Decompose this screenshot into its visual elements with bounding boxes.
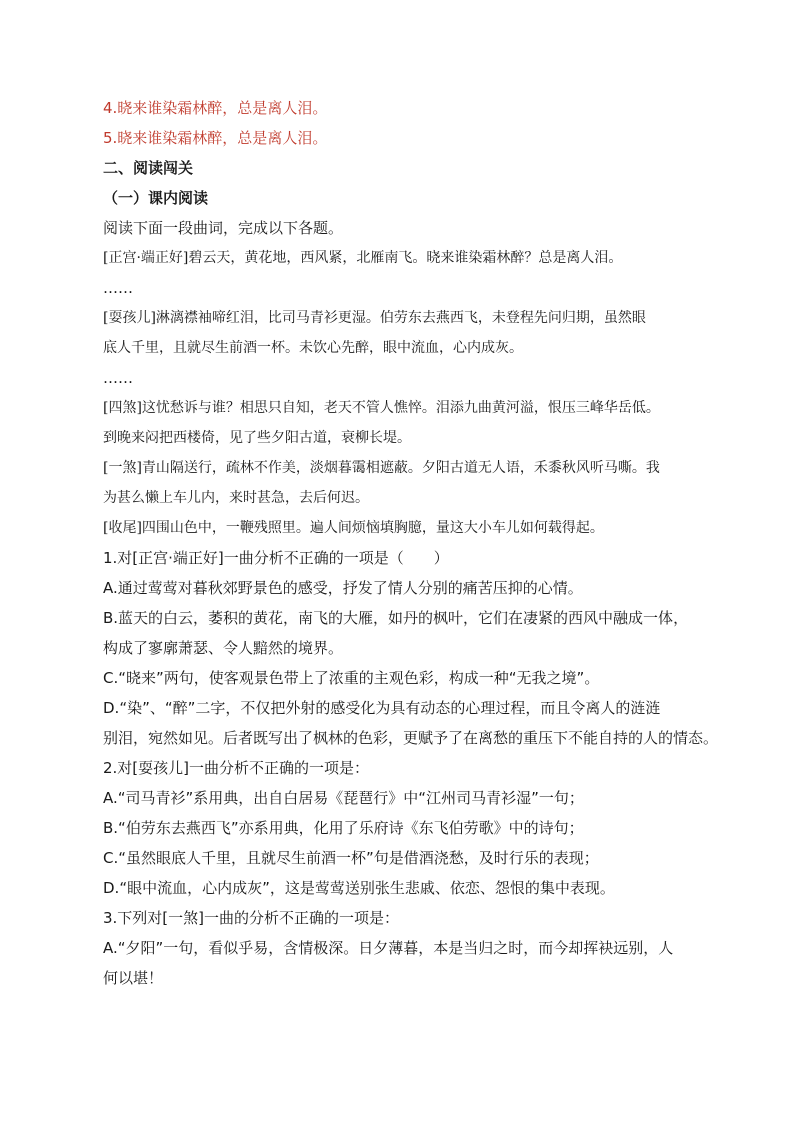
lyric-sisha-1: [四煞]这忧愁诉与谁？相思只自知，老天不管人憔悴。泪添九曲黄河溢，恨压三峰华岳低。 [103,400,660,416]
lyric-yisha-1: [一煞]青山隔送行，疏林不作美，淡烟暮霭相遮蔽。夕阳古道无人语，禾黍秋风听马嘶。我 [103,460,660,476]
lyric-sisha-2: 到晚来闷把西楼倚，见了些夕阳古道，衰柳长堤。 [103,430,411,446]
question-2: 2.对[耍孩儿]一曲分析不正确的一项是： [103,759,370,777]
document-page [103,93,719,993]
option-3a-2: 何以堪！ [103,969,164,987]
option-1a: A.通过莺莺对暮秋郊野景色的感受，抒发了情人分别的痛苦压抑的心情。 [103,579,583,597]
option-3a-1: A.“夕阳”一句，看似乎易，含情极深。日夕薄暮，本是当归之时，而今却挥袂远别，人 [103,939,674,957]
option-2b: B.“伯劳东去燕西飞”亦系用典，化用了乐府诗《东飞伯劳歌》中的诗句； [103,819,584,837]
lyric-shouwei: [收尾]四围山色中，一鞭残照里。遍人间烦恼填胸臆，量这大小车儿如何载得起。 [103,520,604,536]
lyric-zhenggong: [正宫·端正好]碧云天，黄花地，西风紧，北雁南飞。晓来谁染霜林醉？总是离人泪。 [103,250,623,266]
option-1d-2: 别泪，宛然如见。后者既写出了枫林的色彩，更赋予了在离愁的重压下不能自持的人的情态。 [103,729,719,747]
section-heading: 二、阅读闯关 [103,159,194,177]
question-3: 3.下列对[一煞]一曲的分析不正确的一项是： [103,909,400,927]
lyric-yisha-2: 为甚么懒上车儿内，来时甚急，去后何迟。 [103,490,369,506]
option-1d-1: D.“染”、“醉”二字，不仅把外射的感受化为具有动态的心理过程，而且令离人的涟涟 [103,699,661,717]
answer-line-4: 4.晓来谁染霜林醉，总是离人泪。 [103,99,328,117]
question-1: 1.对[正宫·端正好]一曲分析不正确的一项是（ ） [103,549,449,567]
option-1b-1: B.蓝天的白云，萎积的黄花，南飞的大雁，如丹的枫叶，它们在凄紧的西风中融成一体， [103,609,689,627]
lyric-shuahaier-2: 底人千里，且就尽生前酒一杯。未饮心先醉，眼中流血，心内成灰。 [103,340,523,356]
subsection-heading: （一）课内阅读 [103,189,209,207]
ellipsis: …… [103,279,133,297]
option-1c: C.“晓来”两句，使客观景色带上了浓重的主观色彩，构成一种“无我之境”。 [103,669,600,687]
option-2a: A.“司马青衫”系用典，出自白居易《琵琶行》中“江州司马青衫湿”一句； [103,789,584,807]
instruction-text: 阅读下面一段曲词，完成以下各题。 [103,219,344,237]
option-2d: D.“眼中流血，心内成灰”，这是莺莺送别张生悲戚、依恋、怨恨的集中表现。 [103,879,615,897]
lyric-shuahaier-1: [耍孩儿]淋漓襟袖啼红泪，比司马青衫更湿。伯劳东去燕西飞，未登程先问归期，虽然眼 [103,310,646,326]
answer-line-5: 5.晓来谁染霜林醉，总是离人泪。 [103,129,328,147]
ellipsis: …… [103,369,133,387]
option-1b-2: 构成了寥廓萧瑟、令人黯然的境界。 [103,639,344,657]
option-2c: C.“虽然眼底人千里，且就尽生前酒一杯”句是借酒浇愁，及时行乐的表现； [103,849,599,867]
